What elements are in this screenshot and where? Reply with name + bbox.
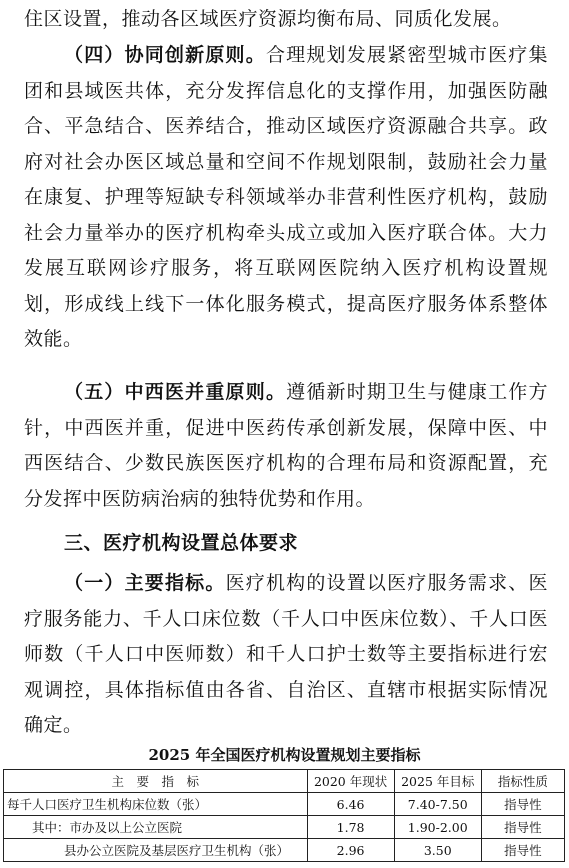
table-row (4, 839, 565, 862)
value-2020-cell: 6.46 (307, 793, 394, 816)
paragraph-lead: （四）协同创新原则。 (64, 44, 266, 66)
table-title: 2025 年全国医疗机构设置规划主要指标 (148, 746, 421, 764)
value-2025-cell: 3.50 (394, 839, 481, 862)
indicator-cell: 其中：市办及以上公立医院 (4, 816, 308, 839)
value-2020-cell: 2.96 (307, 839, 394, 862)
nature-cell: 指导性 (481, 839, 564, 862)
paragraph-collaborative-innovation (24, 38, 548, 358)
paragraph-text: 医疗机构的设置以医疗服务需求、医疗服务能力、千人口床位数（千人口中医床位数）、千人口医师数（千人口中医师数）和千人口护士数等主要指标进行宏观调控，具体指标值由各省、自治区、直辖市根据实际情况确定。 (24, 572, 548, 736)
table-row (4, 793, 565, 816)
paragraph-text: 合理规划发展紧密型城市医疗集团和县域医共体，充分发挥信息化的支撑作用，加强医防融合、平急结合、医养结合，推动区域医疗资源融合共享。政府对社会办医区域总量和空间不作规划限制，鼓励社会力量在康复、护理等短缺专科领域举办非营利性医疗机构，鼓励社会力量举办的医疗机构牵头成立或加入医疗联合体。大力发展互联网诊疗服务，将互联网医院纳入医疗机构设置规划，形成线上线下一体化服务模式，提高医疗服务体系整体效能。 (24, 44, 548, 350)
indicators-table (3, 769, 565, 862)
value-2025-cell: 7.40-7.50 (394, 793, 481, 816)
nature-cell: 指导性 (481, 793, 564, 816)
header-indicator: 主 要 指 标 (4, 770, 308, 793)
indicator-cell: 每千人口医疗卫生机构床位数（张） (4, 793, 308, 816)
paragraph-text: 住区设置，推动各区域医疗资源均衡布局、同质化发展。 (24, 8, 512, 30)
paragraph-continuation (24, 2, 548, 38)
section-heading: 三、医疗机构设置总体要求 (64, 532, 299, 554)
table-row (4, 816, 565, 839)
header-2025-target: 2025 年目标 (394, 770, 481, 793)
header-2020-status: 2020 年现状 (307, 770, 394, 793)
paragraph-tcm-western (24, 375, 548, 517)
value-2020-cell: 1.78 (307, 816, 394, 839)
nature-cell: 指导性 (481, 816, 564, 839)
header-nature: 指标性质 (481, 770, 564, 793)
paragraph-lead: （五）中西医并重原则。 (64, 381, 287, 403)
table-header-row (4, 770, 565, 793)
value-2025-cell: 1.90-2.00 (394, 816, 481, 839)
indicator-cell: 县办公立医院及基层医疗卫生机构（张） (4, 839, 308, 862)
paragraph-text: 遵循新时期卫生与健康工作方针，中西医并重，促进中医药传承创新发展，保障中医、中西医结合、少数民族医医疗机构的合理布局和资源配置，充分发挥中医防病治病的独特优势和作用。 (24, 381, 548, 510)
paragraph-main-indicators (24, 566, 548, 744)
paragraph-lead: （一）主要指标。 (64, 572, 226, 594)
